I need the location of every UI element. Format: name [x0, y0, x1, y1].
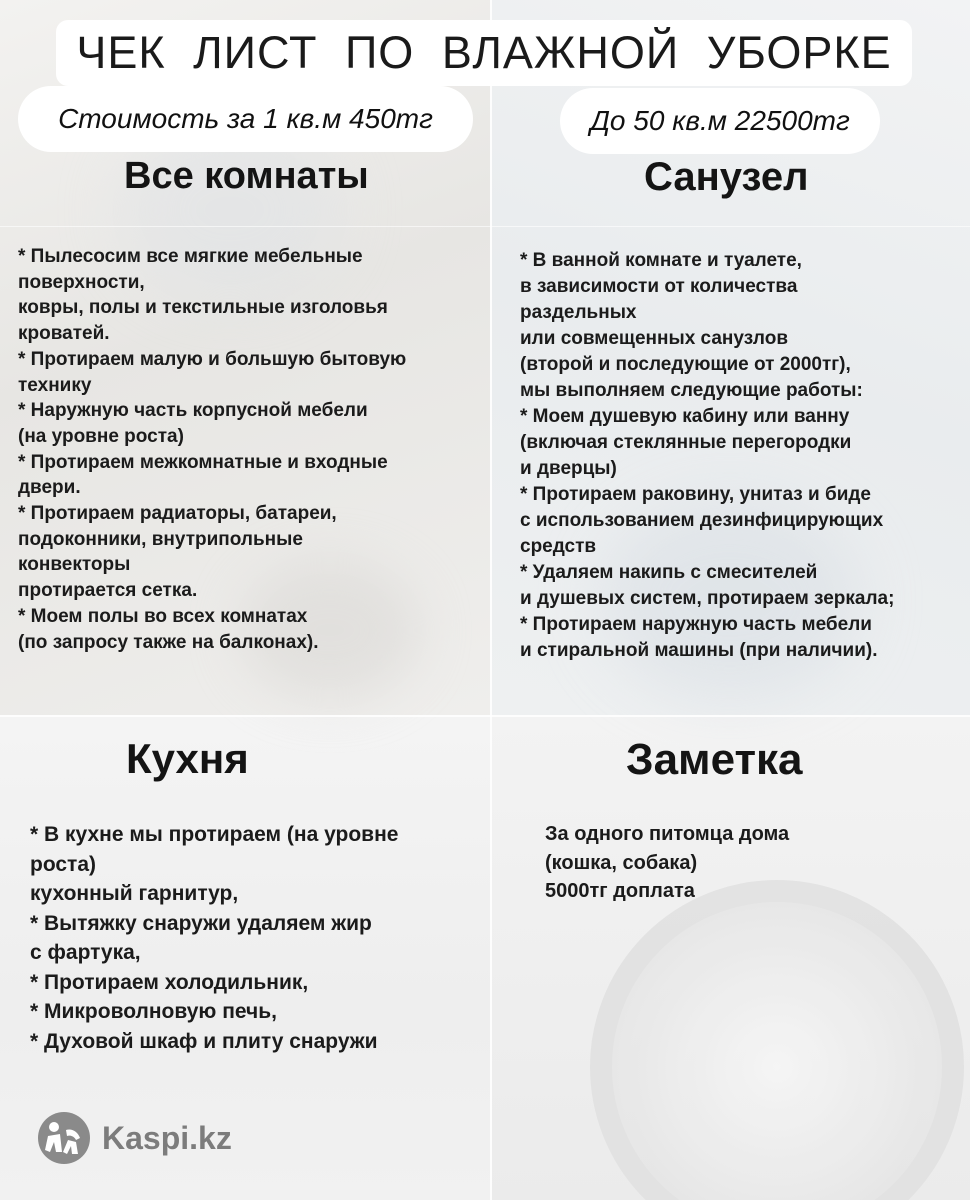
price-per-sqm-text: Стоимость за 1 кв.м 450тг: [58, 103, 433, 134]
kaspi-logo-icon: [38, 1112, 90, 1164]
list-line: * Протираем радиаторы, батареи,: [18, 503, 337, 525]
list-line: средств: [520, 536, 597, 557]
note-line: За одного питомца дома: [545, 823, 790, 845]
list-line: * Моем душевую кабину или ванну: [520, 406, 850, 427]
list-line: * Наружную часть корпусной мебели: [18, 400, 368, 422]
list-line: мы выполняем следующие работы:: [520, 380, 863, 401]
list-line: * Протираем малую и большую бытовую: [18, 348, 407, 370]
list-line: * Протираем раковину, унитаз и биде: [520, 484, 871, 505]
list-line: конвекторы: [18, 554, 131, 576]
list-line: кроватей.: [18, 323, 110, 345]
list-line: * Протираем межкомнатные и входные: [18, 451, 388, 473]
watermark-text: Kaspi.kz: [102, 1119, 232, 1156]
list-line: двери.: [18, 477, 81, 499]
list-line: * Вытяжку снаружи удаляем жир: [30, 911, 372, 935]
list-line: протирается сетка.: [18, 580, 198, 602]
note-text: [545, 820, 789, 906]
list-line: и стиральной машины (при наличии).: [520, 640, 878, 661]
list-line: * В кухне мы протираем (на уровне: [30, 823, 399, 846]
list-line: * Удаляем накипь с смесителей: [520, 562, 818, 583]
heading-bathroom: Санузел: [644, 155, 809, 199]
list-line: с фартука,: [30, 941, 141, 964]
list-line: (по запросу также на балконах).: [18, 631, 319, 653]
bathroom-list: [520, 248, 894, 664]
list-line: раздельных: [520, 302, 637, 323]
price-per-sqm-badge: [18, 86, 473, 152]
list-line: технику: [18, 374, 92, 396]
list-line: * В ванной комнате и туалете,: [520, 250, 802, 271]
list-line: и душевых систем, протираем зеркала;: [520, 588, 895, 609]
list-line: (второй и последующие от 2000тг),: [520, 354, 851, 375]
list-line: роста): [30, 852, 97, 876]
list-line: ковры, полы и текстильные изголовья: [18, 297, 388, 319]
all-rooms-list: [18, 244, 406, 655]
list-line: подоконники, внутрипольные: [18, 528, 303, 550]
heading-note: Заметка: [626, 735, 803, 784]
list-line: * Пылесосим все мягкие мебельные: [18, 246, 363, 267]
list-line: (на уровне роста): [18, 425, 184, 447]
note-line: 5000тг доплата: [545, 880, 695, 902]
title-banner: [56, 20, 912, 86]
list-line: * Протираем холодильник,: [30, 970, 309, 994]
heading-all-rooms: Все комнаты: [124, 155, 369, 197]
price-up-to-50-text: До 50 кв.м 22500тг: [590, 105, 850, 136]
list-line: и дверцы): [520, 458, 617, 479]
list-line: или совмещенных санузлов: [520, 328, 789, 349]
kaspi-watermark: [38, 1112, 232, 1164]
list-line: кухонный гарнитур,: [30, 882, 239, 905]
list-line: * Протираем наружную часть мебели: [520, 614, 872, 635]
divider-horizontal: [0, 715, 970, 717]
list-line: с использованием дезинфицирующих: [520, 510, 884, 531]
list-line: * Духовой шкаф и плиту снаружи: [30, 1029, 378, 1053]
list-line: * Микроволновую печь,: [30, 1000, 277, 1023]
price-up-to-50-badge: [560, 88, 880, 154]
note-line: (кошка, собака): [545, 851, 698, 874]
list-line: поверхности,: [18, 271, 145, 293]
heading-kitchen: Кухня: [126, 735, 249, 782]
divider-horizontal: [0, 226, 970, 227]
list-line: * Моем полы во всех комнатах: [18, 605, 308, 627]
list-line: в зависимости от количества: [520, 276, 798, 297]
divider-vertical: [490, 0, 492, 1200]
page-title: ЧЕК ЛИСТ ПО ВЛАЖНОЙ УБОРКЕ: [76, 27, 892, 78]
list-line: (включая стеклянные перегородки: [520, 432, 852, 453]
kitchen-list: [30, 820, 398, 1056]
